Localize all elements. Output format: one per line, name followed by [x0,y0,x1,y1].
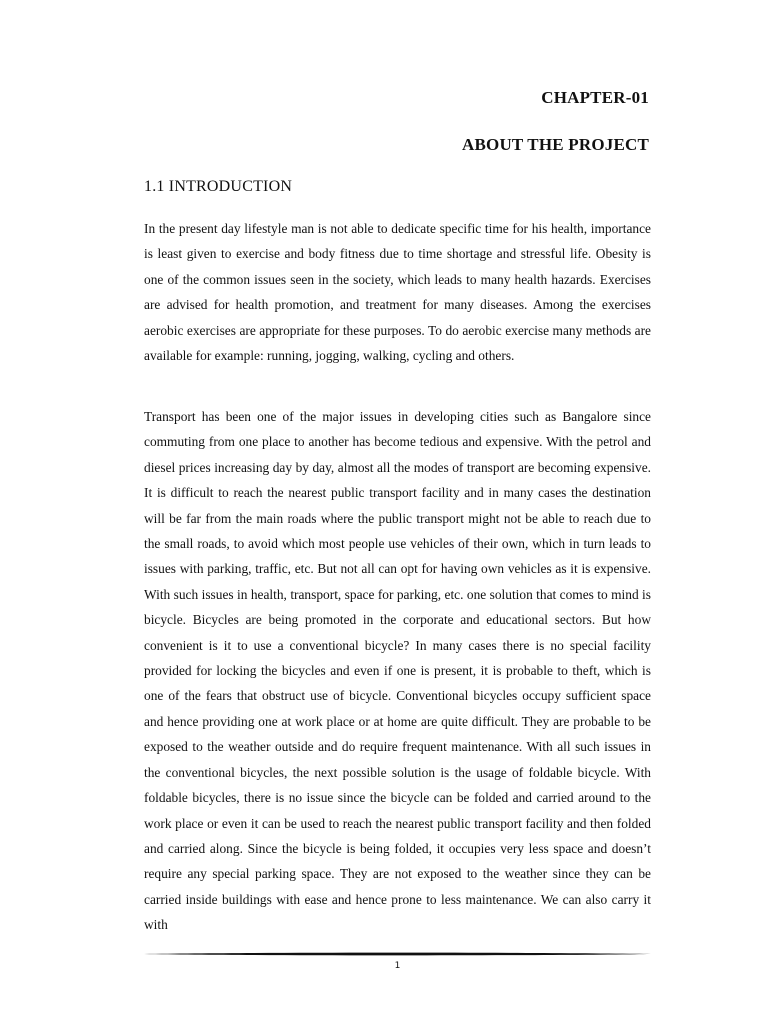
footer-divider [144,951,651,957]
body-paragraph: In the present day lifestyle man is not able to dedicate specific time for his health, importance is least given to exercise and body fitness due to time shortage and stressful life. Obesity is one of the common issues seen in the society, which leads to many health hazards. Exercises are advised for health promotion, and treatment for many diseases. Among the exercises aerobic exercises are appropriate for these purposes. To do aerobic exercise many methods are available for example: running, jogging, walking, cycling and others. [144,221,651,364]
chapter-title: ABOUT THE PROJECT [462,135,649,154]
chapter-number: CHAPTER-01 [541,88,649,107]
body-paragraph: Transport has been one of the major issues in developing cities such as Bangalore since commuting from one place to another has become tedious and expensive. With the petrol and diesel prices increasing day by day, almost all the modes of transport are becoming expensive. It is difficult to reach the nearest public transport facility and in many cases the destination will be far from the main roads where the public transport might not be able to reach due to the small roads, to avoid which most people use vehicles of their own, which in turn leads to issues with parking, traffic, etc. But not all can opt for having own vehicles as it is expensive. With such issues in health, transport, space for parking, etc. one solution that comes to mind is bicycle. Bicycles are being promoted in the corporate and educational sectors. But how convenient is it to use a conventional bicycle? In many cases there is no special facility provided for locking the bicycles and even if one is present, it is probable to theft, which is one of the fears that obstruct use of bicycle. Conventional bicycles occupy sufficient space and hence providing one at work place or at home are quite difficult. They are probable to be exposed to the weather outside and do require frequent maintenance. With all such issues in the conventional bicycles, the next possible solution is the usage of foldable bicycle. With foldable bicycles, there is no issue since the bicycle can be folded and carried around to the work place or even it can be used to reach the nearest public transport facility and then folded and carried along. Since the bicycle is being folded, it occupies very less space and doesn’t require any special parking space. They are not exposed to the weather since they can be carried inside buildings with ease and hence prone to less maintenance. We can also carry it with [144,409,651,933]
page-number: 1 [394,961,401,971]
section-heading: 1.1 INTRODUCTION [144,178,293,195]
